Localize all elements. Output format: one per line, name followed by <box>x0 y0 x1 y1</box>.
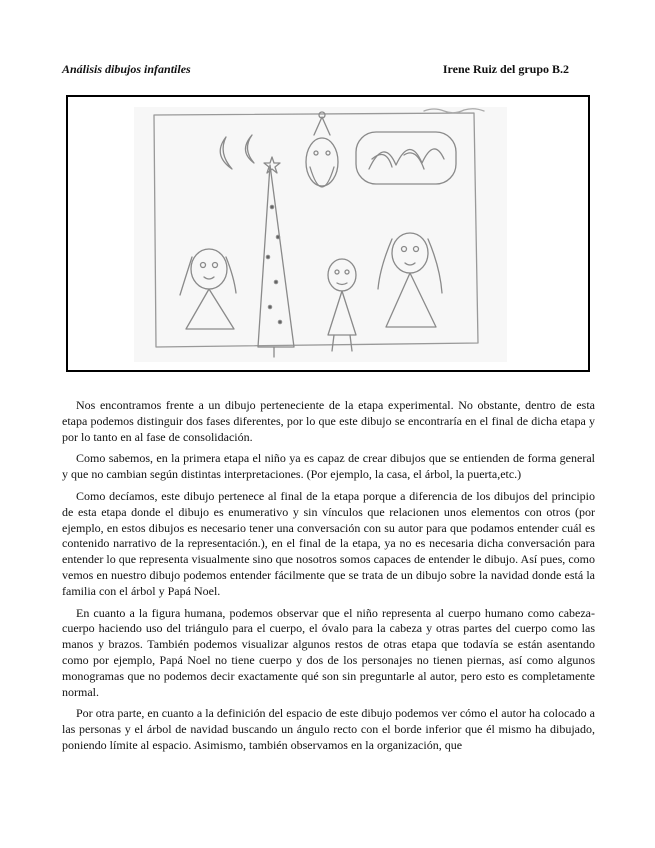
child-drawing-svg <box>134 107 507 362</box>
paragraph: Como sabemos, en la primera etapa el niño ya es capaz de crear dibujos que se entienden de forma general y que no cambian según distintas interpretaciones. (Por ejemplo, la casa, el árbol, la puerta,etc.) <box>62 451 595 482</box>
paragraph: En cuanto a la figura humana, podemos observar que el niño representa al cuerpo humano como cabeza-cuerpo haciendo uso del triángulo para el cuerpo, el óvalo para la cabeza y otras partes del cuerpo como las manos y brazos. También podemos visualizar algunos restos de otras etapa que todavía se están asentando como por ejemplo, Papá Noel no tiene cuerpo y dos de los personajes no tienen piernas, así como algunos monogramas que no podemos decir exactamente qué son sin preguntarle al autor, pero esto es completamente normal. <box>62 605 595 699</box>
paragraph: Como decíamos, este dibujo pertenece al final de la etapa porque a diferencia de los dibujos del principio de esta etapa donde el dibujo es enumerativo y sin vínculos que relacionen unos elementos con otros (por ejemplo, en estos dibujos es necesario tener una conversación con su autor para que podamos entender cuál es contenido narrativo de la representación.), en el final de la etapa, ya no es necesaria dicha conversación para entender lo que representa visualmente sino que nosotros somos capaces de entender le dibujo. Así pues, como vemos en nuestro dibujo podemos entender fácilmente que se trata de un dibujo sobre la navidad donde está la familia con el árbol y Papá Noel. <box>62 488 595 598</box>
body-text <box>62 398 595 760</box>
author-line: Irene Ruiz del grupo B.2 <box>442 62 569 76</box>
document-title: Análisis dibujos infantiles <box>62 62 191 76</box>
page-header <box>62 62 569 78</box>
child-drawing-image <box>134 107 507 362</box>
paragraph: Por otra parte, en cuanto a la definición del espacio de este dibujo podemos ver cómo el autor ha colocado a las personas y el árbol de navidad buscando un ángulo recto con el borde inferior que él mismo ha dibujado, poniendo límite al espacio. Asimismo, también observamos en la organización, que <box>62 706 595 752</box>
paragraph: Nos encontramos frente a un dibujo perteneciente de la etapa experimental. No obstante, dentro de esta etapa podemos distinguir dos fases diferentes, por lo que este dibujo se encontraría en el final de dicha etapa y por lo tanto en al fase de consolidación. <box>62 398 595 444</box>
